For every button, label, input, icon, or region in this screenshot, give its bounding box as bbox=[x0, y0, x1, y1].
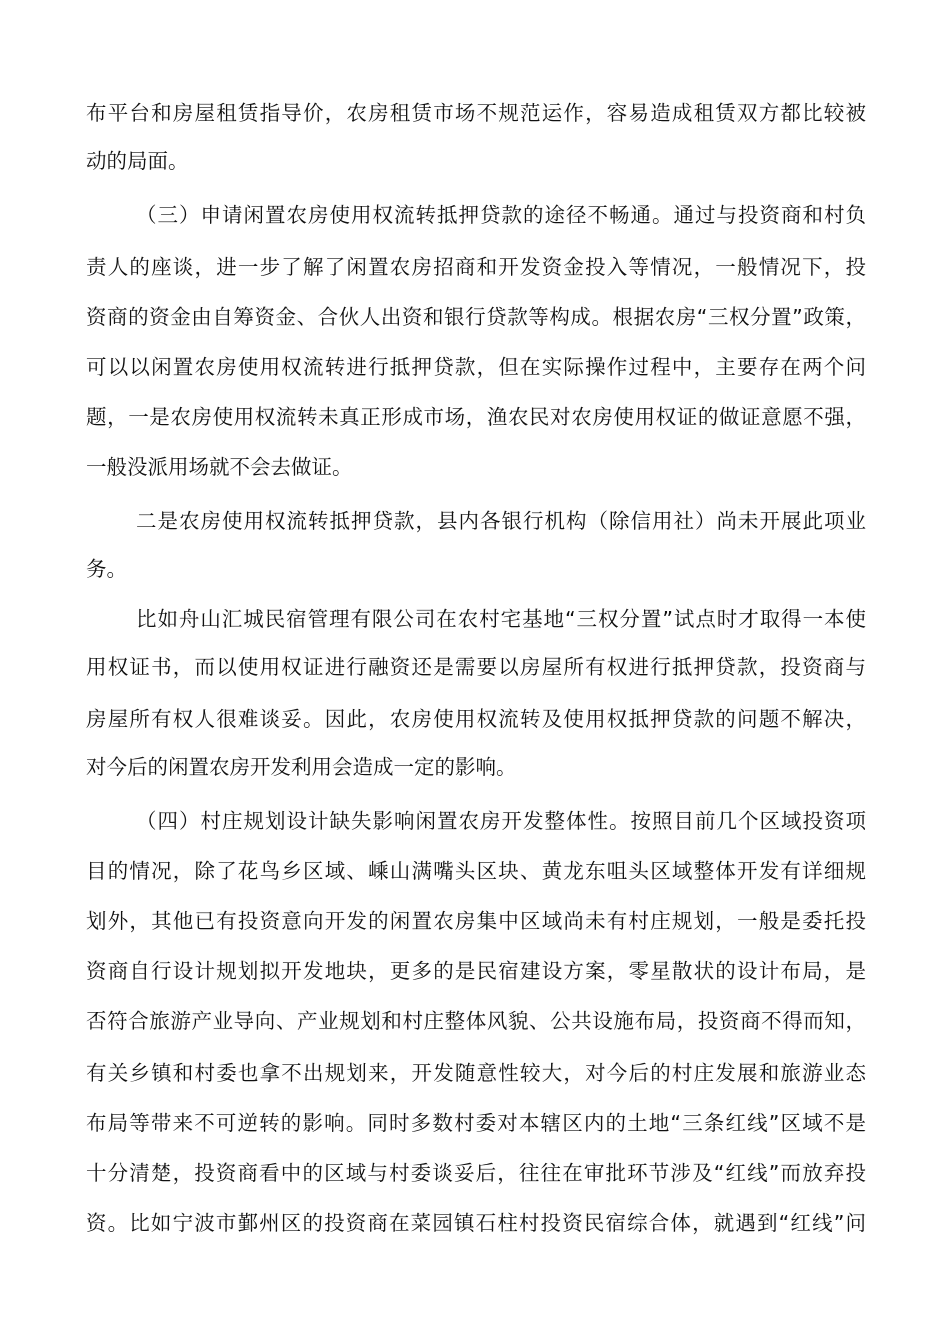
text-line: 动的局面。 bbox=[86, 149, 189, 173]
text-line: 比如舟山汇城民宿管理有限公司在农村宅基地“三权分置”试点时才取得一本使 bbox=[136, 607, 866, 631]
text-line: （四）村庄规划设计缺失影响闲置农房开发整体性。按照目前几个区域投资项 bbox=[136, 809, 866, 833]
text-line: 一般没派用场就不会去做证。 bbox=[86, 455, 353, 479]
text-line: 布局等带来不可逆转的影响。同时多数村委对本辖区内的土地“三条红线”区域不是 bbox=[86, 1111, 866, 1135]
text-line: 十分清楚，投资商看中的区域与村委谈妥后，往往在审批环节涉及“红线”而放弃投 bbox=[86, 1161, 866, 1185]
text-line: 布平台和房屋租赁指导价，农房租赁市场不规范运作，容易造成租赁双方都比较被 bbox=[86, 101, 866, 125]
text-line: 有关乡镇和村委也拿不出规划来，开发随意性较大，对今后的村庄发展和旅游业态 bbox=[86, 1061, 866, 1085]
text-line: （三）申请闲置农房使用权流转抵押贷款的途径不畅通。通过与投资商和村负 bbox=[136, 203, 866, 227]
text-line: 资商自行设计规划拟开发地块，更多的是民宿建设方案，零星散状的设计布局，是 bbox=[86, 959, 866, 983]
text-line: 资。比如宁波市鄞州区的投资商在菜园镇石柱村投资民宿综合体，就遇到“红线”问 bbox=[86, 1211, 866, 1235]
text-line: 资商的资金由自筹资金、合伙人出资和银行贷款等构成。根据农房“三权分置”政策， bbox=[86, 305, 866, 329]
text-line: 房屋所有权人很难谈妥。因此，农房使用权流转及使用权抵押贷款的问题不解决， bbox=[86, 707, 866, 731]
text-line: 责人的座谈，进一步了解了闲置农房招商和开发资金投入等情况，一般情况下，投 bbox=[86, 255, 866, 279]
text-line: 可以以闲置农房使用权流转进行抵押贷款，但在实际操作过程中，主要存在两个问 bbox=[86, 355, 866, 379]
text-line: 对今后的闲置农房开发利用会造成一定的影响。 bbox=[86, 755, 517, 779]
text-line: 划外，其他已有投资意向开发的闲置农房集中区域尚未有村庄规划，一般是委托投 bbox=[86, 909, 866, 933]
text-line: 题，一是农房使用权流转未真正形成市场，渔农民对农房使用权证的做证意愿不强， bbox=[86, 405, 866, 429]
text-line: 用权证书，而以使用权证进行融资还是需要以房屋所有权进行抵押贷款，投资商与 bbox=[86, 655, 866, 679]
text-line: 二是农房使用权流转抵押贷款，县内各银行机构（除信用社）尚未开展此项业 bbox=[136, 509, 866, 533]
text-line: 目的情况，除了花鸟乡区域、嵊山满嘴头区块、黄龙东咀头区域整体开发有详细规 bbox=[86, 859, 866, 883]
text-line: 否符合旅游产业导向、产业规划和村庄整体风貌、公共设施布局，投资商不得而知， bbox=[86, 1009, 866, 1033]
text-line: 务。 bbox=[86, 557, 127, 581]
